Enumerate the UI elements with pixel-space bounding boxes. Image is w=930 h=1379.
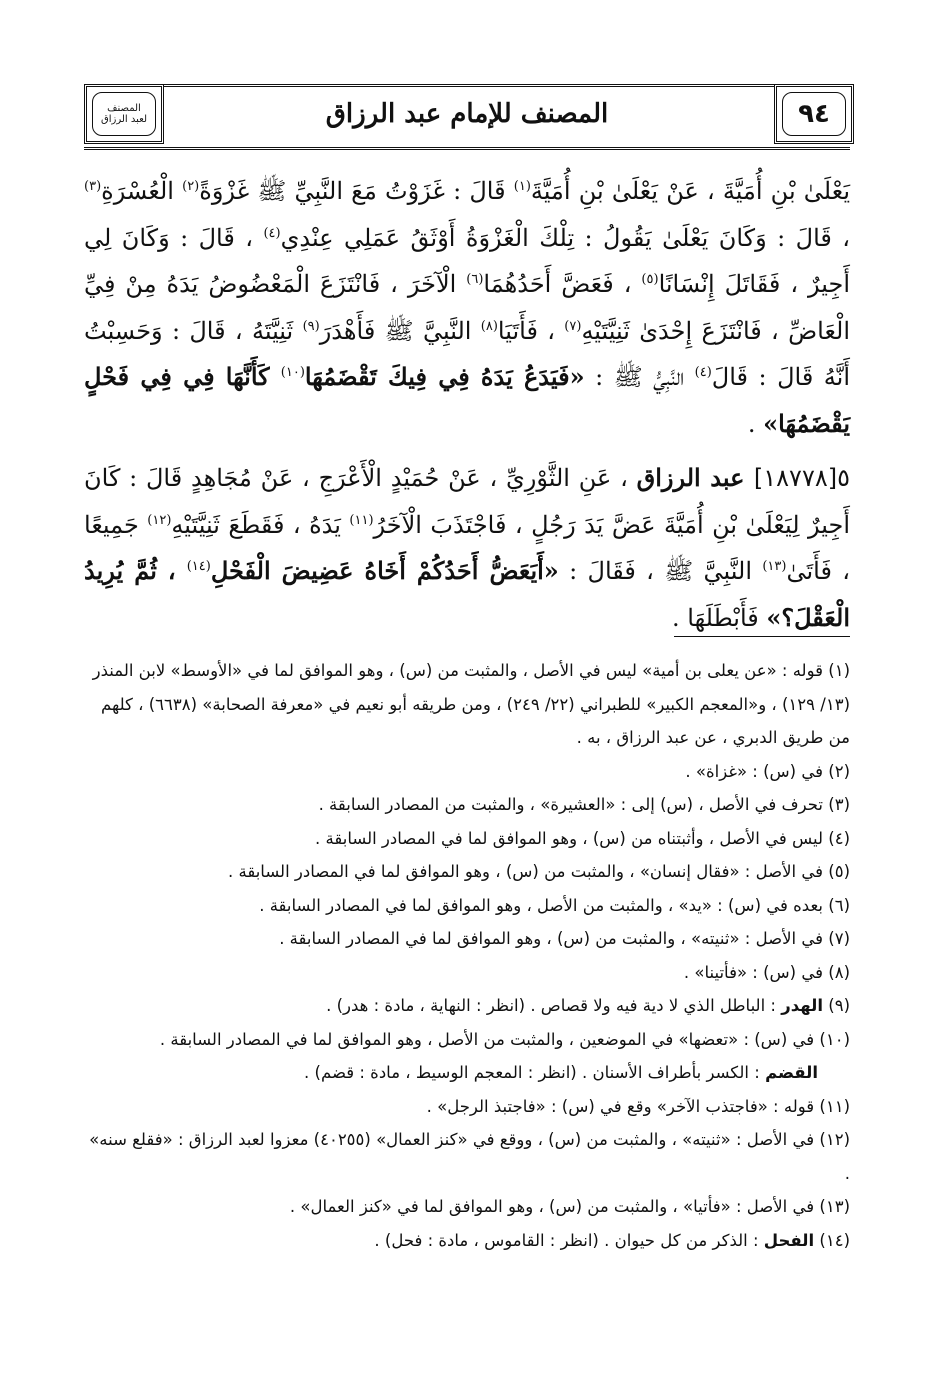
footnote: (٣) تحرف في الأصل ، (س) إلى : «العشيرة» ، والمثبت من المصادر السابقة . xyxy=(318,795,850,814)
footnote: (٤) ليس في الأصل ، وأثبتناه من (س) ، وهو الموافق لما في المصادر السابقة . xyxy=(315,828,850,848)
main-text xyxy=(84,168,850,649)
footnote: (١٠) في (س) : «تعضها» في الموضعين ، والمثبت من الأصل ، وهو الموافق لما في المصادر السابقة . xyxy=(159,1029,850,1049)
page-number: ٩٤ xyxy=(798,99,830,129)
footnote: (١٤) الفحل : الذكر من كل حيوان . (انظر : القاموس ، مادة : فحل) . xyxy=(374,1230,850,1250)
publisher-seal xyxy=(84,84,164,144)
hadith-paragraph-2: ٥[١٨٧٧٨] عبد الرزاق ، عَنِ الثَّوْرِيِّ ، عَنْ حُمَيْدٍ الْأَعْرَجِ ، عَنْ مُجَاهِدٍ قَالَ : كَانَ أَجِيرٌ لِيَعْلَىٰ بْنِ أُمَيَّةَ عَضَّ يَدَ رَجُلٍ ، فَاجْتَذَبَ الْآخَرُ$^{(١١)}$ يَدَهُ ، فَقَطَعَ ثَنِيَّتَيْهِ$^{(١٢)}$ جَمِيعًا ، فَأَتَىٰ$^{(١٣)}$ النَّبِيَّ ﷺ ، فَقَالَ : «أَيَعَضُّ أَحَدُكُمْ أَخَاهُ عَضِيضَ الْفَحْلِ$^{(١٤)}$ ، ثُمَّ يُرِيدُ الْعَقْلَ؟» فَأَبْطَلَهَا . xyxy=(84,463,850,632)
footnote: (٦) بعده في (س) : «يد» ، والمثبت من الأصل ، وهو الموافق لما في المصادر السابقة . xyxy=(259,895,850,915)
footnote: (١٢) في الأصل : «ثنيته» ، والمثبت من (س) ، ووقع في «كنز العمال» (٤٠٢٥٥) معزوا لعبد الرزاق : «فقلع سنه» . xyxy=(89,1130,850,1183)
footnote: (٨) في (س) : «فأتينا» . xyxy=(683,962,850,982)
page-header xyxy=(84,84,850,150)
footnote: (٢) في (س) : «غزاة» . xyxy=(685,761,850,781)
footnote: (١٣) في الأصل : «فأتيا» ، والمثبت من (س) ، وهو الموافق لما في «كنز العمال» . xyxy=(289,1197,850,1216)
page-number-frame xyxy=(774,84,854,144)
footnote: (١١) قوله : «فاجتذب الآخر» وقع في (س) : «فاجتبذ الرجل» . xyxy=(426,1096,850,1116)
book-title: المصنف للإمام عبد الرزاق xyxy=(325,99,609,129)
footnote: القضم : الكسر بأطراف الأسنان . (انظر : المعجم الوسيط ، مادة : قضم) . xyxy=(304,1063,818,1082)
footnotes xyxy=(84,654,850,1257)
footnote: (١) قوله : «عن يعلى بن أمية» ليس في الأصل ، والمثبت من (س) ، وهو الموافق لما في «الأوسط» لابن المنذر (١٣/ ١٢٩) ، و«المعجم الكبير» للطبراني (٢٢/ ٢٤٩) ، ومن طريقه أبو نعيم في «معرفة الصحابة» (٦٦٣٨) ، كلهم من طريق الدبري ، عن عبد الرزاق ، به . xyxy=(92,661,850,747)
hadith-paragraph-1: يَعْلَىٰ بْنِ أُمَيَّةَ ، عَنْ يَعْلَىٰ بْنِ أُمَيَّةَ$^{(١)}$ قَالَ : غَزَوْتُ مَعَ النَّبِيِّ ﷺ غَزْوَةً$^{(٢)}$ الْعُسْرَةِ$^{(٣)}$ ، قَالَ : وَكَانَ يَعْلَىٰ يَقُولُ : تِلْكَ الْغَزْوَةُ أَوْثَقُ عَمَلِي عِنْدِي$^{(٤)}$ ، قَالَ : وَكَانَ لِي أَجِيرٌ ، فَقَاتَلَ إِنْسَانًا$^{(٥)}$ ، فَعَضَّ أَحَدُهُمَا$^{(٦)}$ الْآخَرَ ، فَانْتَزَعَ الْمَعْضُوضُ يَدَهُ مِنْ فِيِّ الْعَاضِّ ، فَانْتَزَعَ إِحْدَىٰ ثَنِيَّتَيْهِ$^{(٧)}$ ، فَأَتَيَا$^{(٨)}$ النَّبِيَّ ﷺ فَأَهْدَرَ$^{(٩)}$ ثَنِيَّتَهُ ، قَالَ : وَحَسِبْتُ أَنَّهُ قَالَ : قَالَ$^{(٤)}$ النَّبِيُّ ﷺ : «فَيَدَعُ يَدَهُ فِي فِيكَ تَقْضَمُهَا$^{(١٠)}$ كَأَنَّهَا فِي فِي فَحْلٍ يَقْضَمُهَا» . xyxy=(84,177,851,438)
footnote: (٧) في الأصل : «ثنيته» ، والمثبت من (س) ، وهو الموافق لما في المصادر السابقة . xyxy=(279,929,850,948)
footnote: (٩) الهدر : الباطل الذي لا دية فيه ولا قصاص . (انظر : النهاية ، مادة : هدر) . xyxy=(326,996,850,1015)
footnote: (٥) في الأصل : «فقال إنسان» ، والمثبت من (س) ، وهو الموافق لما في المصادر السابقة . xyxy=(228,862,850,881)
footnote-separator xyxy=(674,636,850,637)
seal-text: المصنف لعبد الرزاق xyxy=(100,103,148,125)
